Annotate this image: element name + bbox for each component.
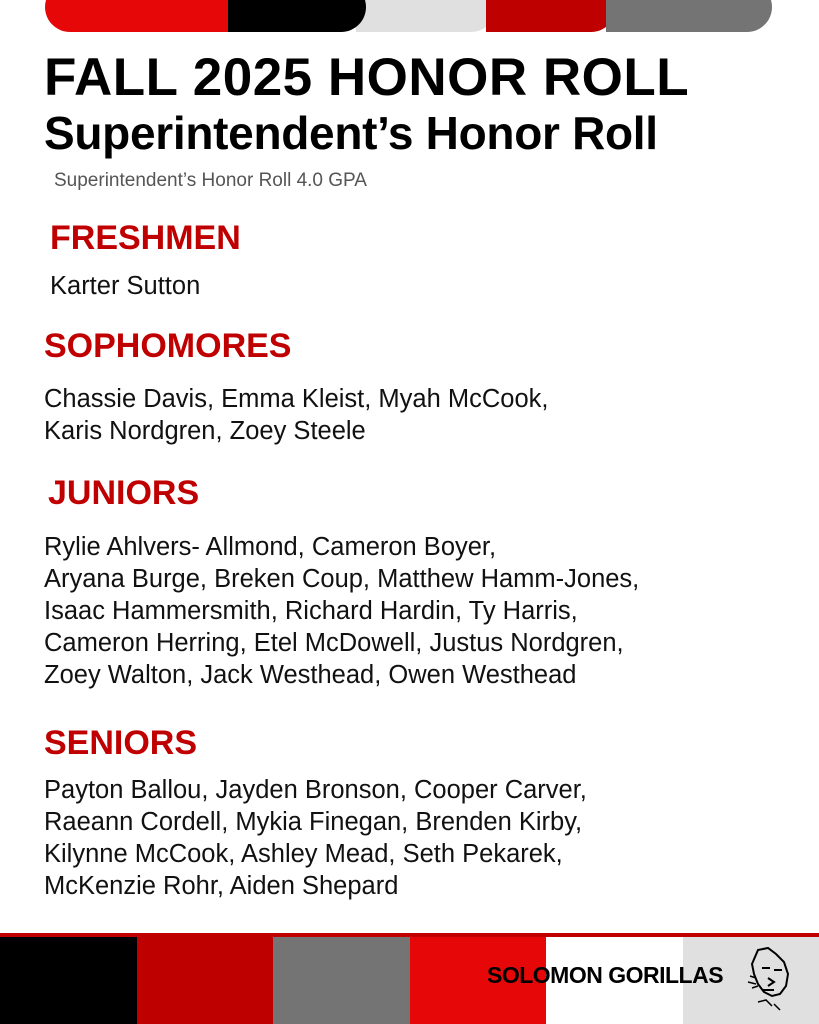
section-heading-freshmen: FRESHMEN xyxy=(50,219,241,257)
color-segment-dark-red xyxy=(486,0,616,32)
logo-text: SOLOMON GORILLAS xyxy=(487,962,724,988)
gpa-note: Superintendent’s Honor Roll 4.0 GPA xyxy=(54,170,367,191)
section-heading-juniors: JUNIORS xyxy=(48,474,200,512)
page-subtitle: Superintendent’s Honor Roll xyxy=(44,107,658,159)
color-segment-light-gray xyxy=(356,0,496,32)
gorilla-icon xyxy=(744,946,792,1012)
names-juniors: Rylie Ahlvers- Allmond, Cameron Boyer, Aryana Burge, Breken Coup, Matthew Hamm-Jones, Isaac Hammersmith, Richard Hardin, Ty Harris, Cameron Herring, Etel McDowell, Justus Nordgren, Zoey Walton, Jack Westhead, Owen Westhead xyxy=(44,533,640,689)
names-freshmen: Karter Sutton xyxy=(50,272,201,300)
names-seniors: Payton Ballou, Jayden Bronson, Cooper Carver, Raeann Cordell, Mykia Finegan, Brenden Kirby, Kilynne McCook, Ashley Mead, Seth Pekarek, McKenzie Rohr, Aiden Shepard xyxy=(44,776,587,900)
names-sophomores: Chassie Davis, Emma Kleist, Myah McCook, Karis Nordgren, Zoey Steele xyxy=(44,385,549,445)
top-color-bar xyxy=(45,0,772,32)
footer-block-dark-red xyxy=(137,937,274,1024)
color-segment-red xyxy=(45,0,240,32)
section-heading-seniors: SENIORS xyxy=(44,724,198,762)
footer-block-black xyxy=(0,937,137,1024)
page-title: FALL 2025 HONOR ROLL xyxy=(44,48,690,107)
color-segment-gray xyxy=(606,0,772,32)
section-heading-sophomores: SOPHOMORES xyxy=(44,327,292,365)
footer-block-gray xyxy=(273,937,410,1024)
color-segment-black xyxy=(228,0,366,32)
